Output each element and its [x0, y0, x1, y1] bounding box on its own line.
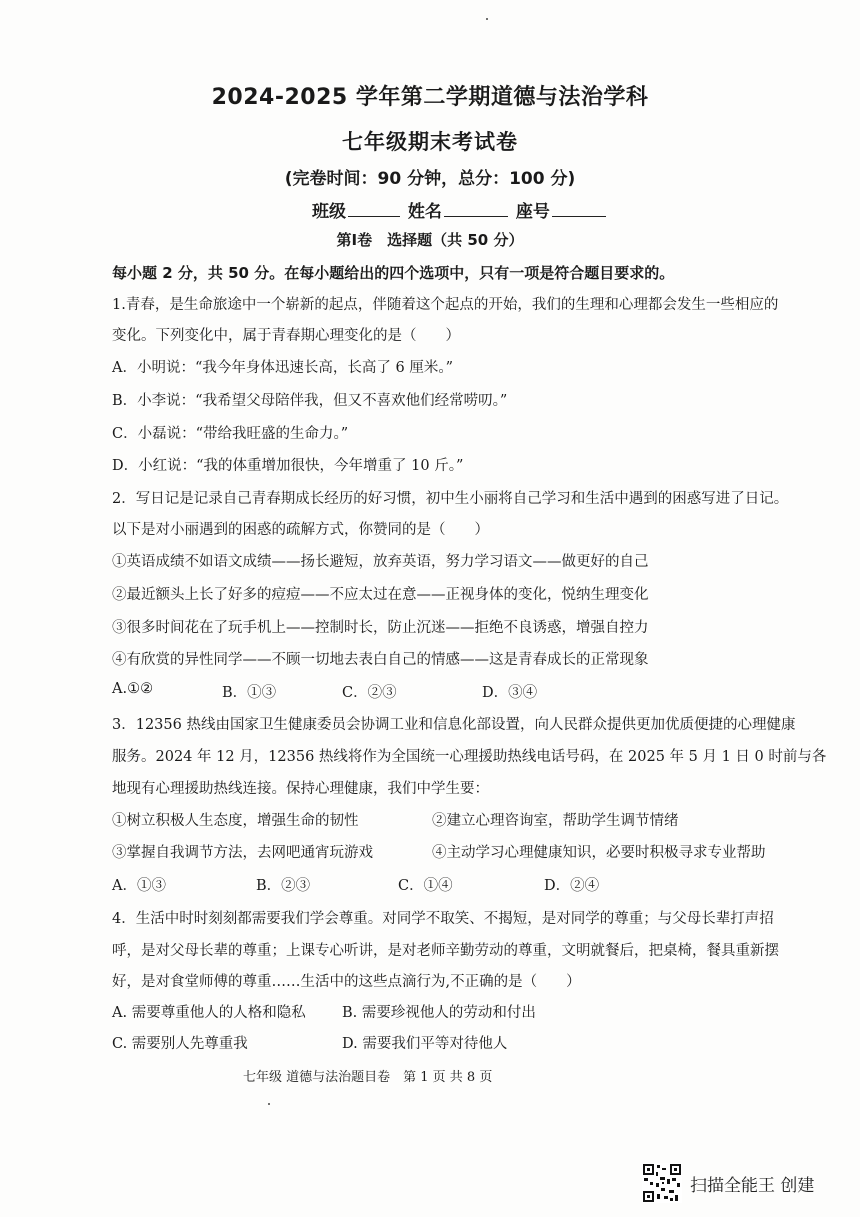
q1-stem-line2: 变化。下列变化中，属于青春期心理变化的是（ ）	[112, 328, 460, 344]
q2-item-3: ③很多时间花在了玩手机上——控制时长，防止沉迷——拒绝不良诱惑，增强自控力	[112, 620, 649, 636]
section-title: 第Ⅰ卷 选择题（共 50 分）	[336, 231, 524, 249]
q3-option-c: C．①④	[398, 878, 453, 894]
name-blank	[444, 202, 508, 217]
q3-option-b: B．②③	[256, 878, 311, 894]
q4-stem-line1: 4．生活中时时刻刻都需要我们学会尊重。对同学不取笑、不揭短，是对同学的尊重；与父母长辈打声招	[112, 911, 774, 927]
q4-stem-line2: 呼，是对父母长辈的尊重；上课专心听讲，是对老师辛勤劳动的尊重，文明就餐后，把桌椅，餐具重新摆	[112, 943, 779, 959]
q4-option-d: D. 需要我们平等对待他人	[342, 1036, 508, 1052]
class-label: 班级	[312, 202, 346, 222]
q3-item-1: ①树立积极人生态度，增强生命的韧性	[112, 813, 359, 829]
student-info-row	[312, 197, 608, 222]
q3-item-3: ③掌握自我调节方法，去网吧通宵玩游戏	[112, 845, 373, 861]
class-blank	[348, 202, 400, 217]
q4-option-a: A. 需要尊重他人的人格和隐私	[112, 1005, 306, 1021]
q2-option-b: B．①③	[222, 685, 277, 701]
q4-stem-line3: 好，是对食堂师傅的尊重……生活中的这些点滴行为,不正确的是（ ）	[112, 974, 581, 990]
q4-option-b: B. 需要珍视他人的劳动和付出	[342, 1005, 536, 1021]
q3-stem-line2: 服务。2024 年 12 月，12356 热线将作为全国统一心理援助热线电话号码，在 2025 年 5 月 1 日 0 时前与各	[112, 749, 827, 765]
q3-option-d: D．②④	[544, 878, 600, 894]
q3-option-a: A．①③	[112, 878, 166, 894]
q2-option-a: A.①②	[112, 681, 154, 697]
q3-stem-line3: 地现有心理援助热线连接。保持心理健康，我们中学生要：	[112, 781, 489, 797]
q1-option-c: C．小磊说：“带给我旺盛的生命力。”	[112, 426, 349, 442]
exam-info: (完卷时间：90 分钟，总分：100 分)	[284, 169, 576, 189]
q3-item-4: ④主动学习心理健康知识，必要时积极寻求专业帮助	[432, 845, 766, 861]
scan-speck	[486, 18, 488, 20]
q2-item-4: ④有欣赏的异性同学——不顾一切地去表白自己的情感——这是青春成长的正常现象	[112, 652, 649, 668]
q1-stem-line1: 1.青春，是生命旅途中一个崭新的起点，伴随着这个起点的开始，我们的生理和心理都会发生一些相应的	[112, 297, 779, 313]
q2-item-2: ②最近额头上长了好多的痘痘——不应太过在意——正视身体的变化，悦纳生理变化	[112, 587, 649, 603]
q1-option-b: B．小李说：“我希望父母陪伴我，但又不喜欢他们经常唠叨。”	[112, 393, 508, 409]
section-instruction: 每小题 2 分，共 50 分。在每小题给出的四个选项中，只有一项是符合题目要求的。	[112, 264, 675, 282]
q2-option-c: C．②③	[342, 685, 397, 701]
scan-speck	[268, 1103, 270, 1105]
q1-option-a: A．小明说：“我今年身体迅速长高，长高了 6 厘米。”	[112, 360, 453, 376]
q4-option-c: C. 需要别人先尊重我	[112, 1036, 248, 1052]
name-label: 姓名	[407, 202, 442, 222]
watermark-text: 扫描全能王 创建	[690, 1175, 815, 1196]
q2-stem-line2: 以下是对小丽遇到的困惑的疏解方式，你赞同的是（ ）	[112, 522, 489, 538]
q3-stem-line1: 3．12356 热线由国家卫生健康委员会协调工业和信息化部设置，向人民群众提供更加优质便捷的心理健康	[112, 717, 796, 733]
seat-blank	[552, 202, 606, 217]
q2-stem-line1: 2．写日记是记录自己青春期成长经历的好习惯，初中生小丽将自己学习和生活中遇到的困惑写进了日记。	[112, 491, 789, 507]
q2-item-1: ①英语成绩不如语文成绩——扬长避短，放弃英语，努力学习语文——做更好的自己	[112, 554, 649, 570]
qr-code-icon	[642, 1163, 682, 1203]
q1-option-d: D．小红说：“我的体重增加很快，今年增重了 10 斤。”	[112, 458, 464, 474]
q3-item-2: ②建立心理咨询室，帮助学生调节情绪	[432, 813, 679, 829]
scanner-watermark	[642, 1163, 814, 1203]
exam-title: 2024-2025 学年第二学期道德与法治学科	[211, 85, 649, 110]
seat-label: 座号	[515, 202, 550, 222]
page-footer: 七年级 道德与法治题目卷 第 1 页 共 8 页	[243, 1070, 493, 1085]
q2-option-d: D．③④	[482, 685, 538, 701]
exam-subtitle: 七年级期末考试卷	[342, 130, 518, 154]
